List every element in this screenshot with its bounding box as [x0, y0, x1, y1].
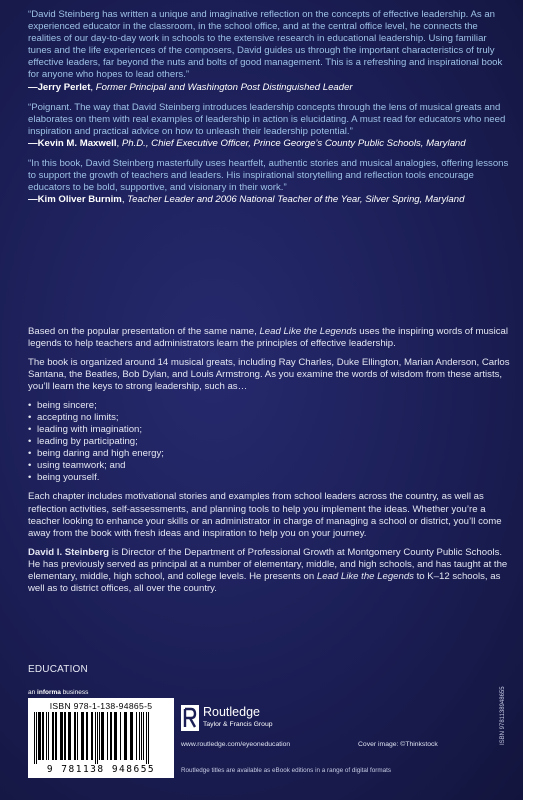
author-bio: [28, 547, 510, 595]
book-title-ref: Lead Like the Legends: [259, 326, 357, 337]
barcode-bar: [34, 712, 35, 764]
barcode-bar: [130, 712, 133, 760]
cover-credit: Cover image: ©Thinkstock: [358, 741, 438, 748]
intro-text: Based on the popular presentation of the same name,: [28, 326, 260, 337]
barcode-bar: [77, 712, 78, 760]
organized-paragraph: The book is organized around 14 musical greats, including Ray Charles, Duke Ellington, Marian Anderson, Carlos Santana, the Beatles, Bob Dylan, and Louis Armstrong. As you examine the words of wisdom from these artists, you’ll learn the keys to strong leadership, such as…: [28, 357, 510, 393]
barcode-bar: [114, 712, 117, 760]
barcode-bar: [95, 712, 96, 764]
barcode-bar: [107, 712, 108, 760]
author-name: David I. Steinberg: [28, 546, 110, 558]
informa-prefix: an: [28, 689, 38, 696]
barcode-bar: [42, 712, 44, 760]
barcode-bar: [148, 712, 149, 764]
endorsement-2: [28, 102, 510, 150]
barcode-bar: [136, 712, 137, 760]
endorsement-attribution: —Kim Oliver Burnim, Teacher Leader and 2006 National Teacher of the Year, Silver Spring, Maryland: [28, 194, 465, 206]
endorsement-attribution: —Jerry Perlet, Former Principal and Washington Post Distinguished Leader: [28, 81, 353, 93]
endorsement-text: “In this book, David Steinberg masterfully uses heartfelt, authentic stories and musical analogies, offering lessons to support the growth of teachers and leaders. His inspirational storytelling and reflection tools encourage educators to be bold, supportive, and visionary in their work.”: [28, 158, 509, 194]
informa-tag: [28, 689, 88, 696]
publisher-url: www.routledge.com/eyeoneducation: [181, 741, 291, 748]
intro-text-end: uses the inspiring words of musical legends to help teachers and administrators learn the principles of effective leadership.: [28, 326, 508, 350]
spine-isbn: ISBN 9781138948655: [500, 686, 506, 745]
endorser-name: —Kevin M. Maxwell: [28, 137, 117, 149]
barcode-bar: [110, 712, 112, 760]
barcode-number: 9 781138 948655: [46, 764, 156, 775]
endorser-role: Teacher Leader and 2006 National Teacher of the Year, Silver Spring, Maryland: [127, 194, 465, 206]
publisher-name: Routledge: [203, 705, 260, 719]
barcode-bar: [146, 712, 147, 764]
category-label: EDUCATION: [28, 664, 88, 675]
barcode-bar: [52, 712, 54, 760]
routledge-logo-icon: [181, 705, 199, 731]
list-item: • using teamwork; and: [28, 460, 510, 472]
author-bio-text-end: to K–12 schools, as well as to district offices, all over the country.: [28, 571, 501, 595]
list-item: • leading by participating;: [28, 436, 510, 448]
isbn-label: ISBN 978-1-138-94865-5: [49, 701, 153, 711]
endorsement-1: [28, 9, 510, 94]
barcode-bars: [32, 712, 170, 764]
list-item: • leading with imagination;: [28, 424, 510, 436]
list-item: • being yourself.: [28, 472, 510, 484]
barcode-bar: [141, 712, 142, 760]
barcode-bar: [36, 712, 37, 764]
barcode-bar: [97, 712, 98, 764]
list-item: • accepting no limits;: [28, 412, 510, 424]
barcode-bar: [91, 712, 93, 760]
barcode-bar: [124, 712, 127, 760]
list-item: • being daring and high energy;: [28, 448, 510, 460]
barcode-bar: [81, 712, 84, 760]
publisher-group: Taylor & Francis Group: [203, 721, 273, 728]
endorser-role: Former Principal and Washington Post Distinguished Leader: [95, 81, 353, 93]
barcode-bar: [139, 712, 140, 760]
endorsement-text: “David Steinberg has written a unique and imaginative reflection on the concepts of effective leadership. As an experienced educator in the classroom, in the school office, and at the central office level, he connects the realities of our day-to-day work in schools to the extensive research in educational leadership. Using familiar tunes and the life experiences of the composers, David guides us through the important characteristics of truly effective leaders, far beyond the nuts and bolts of good management. This is a refreshing and inspirational book for anyone who hopes to lead others.”: [28, 9, 503, 81]
endorsement-text: “Poignant. The way that David Steinberg introduces leadership concepts through the lens of musical greats and elaborates on them with real examples of leadership in action is elucidating. A must read for educators who need inspiration and practical advice on how to unleash their leadership potential.”: [28, 101, 506, 137]
barcode-bar: [38, 712, 41, 760]
chapter-paragraph: Each chapter includes motivational stories and examples from school leaders across the country, as well as reflection activities, self-assessments, and planning tools to help you implement the ideas. Whether you’re a teacher looking to enhance your skills or an administrator in charge of managing a school or district, you’ll come away from the book with fresh ideas and inspiration to help you on your journey.: [28, 491, 502, 539]
barcode-bar: [64, 712, 66, 760]
barcode-bar: [46, 712, 47, 760]
informa-brand: informa: [37, 689, 61, 696]
endorser-name: —Kim Oliver Burnim: [28, 194, 122, 206]
intro-paragraph: [28, 326, 510, 350]
endorsements: [28, 9, 510, 214]
list-item: • being sincere;: [28, 400, 510, 412]
author-bio-text: is Director of the Department of Professional Growth at Montgomery County Public Schools. He has previously served as principal at a number of elementary, middle, and high schools, and has taught at the elementary, middle, high school, and college levels. He presents on: [28, 546, 508, 583]
endorser-role: Ph.D., Chief Executive Officer, Prince George’s County Public Schools, Maryland: [121, 137, 466, 149]
barcode-bar: [60, 712, 63, 760]
barcode-bar: [86, 712, 88, 760]
endorsement-attribution: —Kevin M. Maxwell, Ph.D., Chief Executive Officer, Prince George’s County Public Schools, Maryland: [28, 137, 466, 149]
barcode-bar: [74, 712, 76, 760]
endorsement-3: [28, 158, 510, 206]
informa-suffix: business: [60, 689, 89, 696]
barcode-bar: [55, 712, 57, 760]
barcode-bar: [48, 712, 49, 760]
barcode: [28, 698, 174, 778]
leadership-keys-list: [28, 400, 510, 484]
barcode-bar: [143, 712, 144, 760]
ebook-note: Routledge titles are available as eBook editions in a range of digital formats: [181, 767, 392, 774]
book-description: [28, 326, 510, 602]
barcode-bar: [101, 712, 104, 760]
endorser-name: —Jerry Perlet: [28, 81, 91, 93]
spine-edge: [523, 0, 533, 800]
barcode-bar: [68, 712, 71, 760]
book-title-ref: Lead Like the Legends: [316, 571, 414, 583]
barcode-bar: [120, 712, 121, 760]
barcode-bar: [99, 712, 100, 760]
